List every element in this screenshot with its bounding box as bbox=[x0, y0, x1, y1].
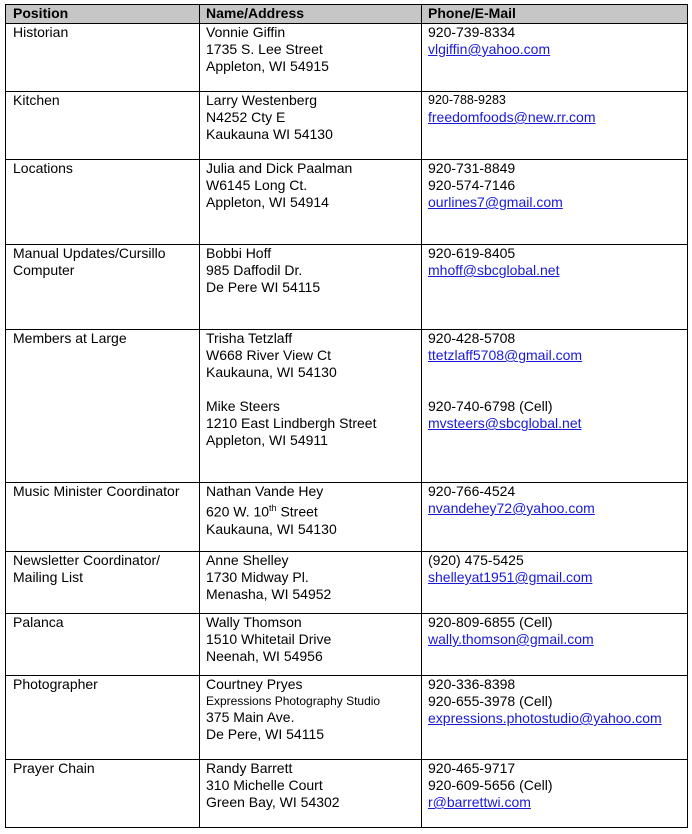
position-cell bbox=[13, 676, 199, 693]
position-cell bbox=[13, 330, 199, 347]
address-line: W668 River View Ct bbox=[206, 347, 332, 363]
name-address-cell bbox=[206, 24, 420, 75]
row-divider bbox=[5, 159, 688, 160]
table-border-right bbox=[687, 4, 688, 828]
phone-email-cell bbox=[428, 760, 686, 811]
address-line: 1735 S. Lee Street bbox=[206, 41, 323, 57]
phone-email-cell bbox=[428, 483, 686, 517]
name-address-cell bbox=[206, 483, 420, 538]
city-line: Appleton, WI 54915 bbox=[206, 58, 329, 74]
phone-number: 920-809-6855 (Cell) bbox=[428, 614, 553, 630]
address-line: 1210 East Lindbergh Street bbox=[206, 415, 377, 431]
contact-name: Julia and Dick Paalman bbox=[206, 160, 353, 176]
email-link[interactable]: mvsteers@sbcglobal.net bbox=[428, 415, 582, 431]
position-cell bbox=[13, 160, 199, 177]
position-label: Music Minister Coordinator bbox=[13, 483, 180, 499]
city-line: Menasha, WI 54952 bbox=[206, 586, 332, 602]
row-divider bbox=[5, 613, 688, 614]
email-link[interactable]: expressions.photostudio@yahoo.com bbox=[428, 710, 662, 726]
business-name: Expressions Photography Studio bbox=[206, 694, 381, 708]
address-line: 1730 Midway Pl. bbox=[206, 569, 309, 585]
position-cell bbox=[13, 614, 199, 631]
phone-email-cell bbox=[428, 676, 686, 727]
city-line: De Pere, WI 54115 bbox=[206, 726, 325, 742]
phone-email-cell bbox=[428, 24, 686, 58]
email-link[interactable]: r@barrettwi.com bbox=[428, 794, 531, 810]
position-cell bbox=[13, 245, 199, 279]
name-address-cell bbox=[206, 552, 420, 603]
phone-number: 920-766-4524 bbox=[428, 483, 516, 499]
contact-name: Bobbi Hoff bbox=[206, 245, 272, 261]
position-label: Newsletter Coordinator/ bbox=[13, 552, 161, 568]
email-link[interactable]: vlgiffin@yahoo.com bbox=[428, 41, 551, 57]
position-label: Prayer Chain bbox=[13, 760, 95, 776]
phone-email-cell bbox=[428, 614, 686, 648]
position-cell bbox=[13, 483, 199, 500]
position-label: Photographer bbox=[13, 676, 98, 692]
email-link[interactable]: mhoff@sbcglobal.net bbox=[428, 262, 560, 278]
city-line: Kaukauna, WI 54130 bbox=[206, 520, 337, 537]
position-label: Kitchen bbox=[13, 92, 60, 108]
email-link[interactable]: ourlines7@gmail.com bbox=[428, 194, 563, 210]
position-cell bbox=[13, 552, 199, 586]
table-border-top bbox=[5, 4, 688, 5]
phone-email-cell bbox=[428, 245, 686, 279]
name-address-cell bbox=[206, 245, 420, 296]
city-line: Kaukauna WI 54130 bbox=[206, 126, 333, 142]
city-line: De Pere WI 54115 bbox=[206, 279, 321, 295]
header-position: Position bbox=[13, 5, 69, 21]
contact-name: Trisha Tetzlaff bbox=[206, 330, 293, 346]
phone-email-cell bbox=[428, 330, 686, 432]
position-cell bbox=[13, 92, 199, 109]
row-divider bbox=[5, 675, 688, 676]
phone-number: 920-788-9283 bbox=[428, 93, 506, 107]
city-line: Neenah, WI 54956 bbox=[206, 648, 323, 664]
contact-name: Wally Thomson bbox=[206, 614, 302, 630]
email-link[interactable]: shelleyat1951@gmail.com bbox=[428, 569, 593, 585]
ordinal-suffix: th bbox=[269, 503, 277, 513]
name-address-cell bbox=[206, 330, 420, 449]
spacer bbox=[428, 364, 686, 381]
email-link[interactable]: wally.thomson@gmail.com bbox=[428, 631, 594, 647]
phone-number: 920-739-8334 bbox=[428, 24, 516, 40]
contact-name: Courtney Pryes bbox=[206, 676, 303, 692]
city-line: Kaukauna, WI 54130 bbox=[206, 364, 337, 380]
address-line: W6145 Long Ct. bbox=[206, 177, 308, 193]
phone-email-cell bbox=[428, 160, 686, 211]
row-divider bbox=[5, 244, 688, 245]
table-border-bottom bbox=[5, 827, 688, 828]
spacer bbox=[206, 381, 420, 398]
name-address-cell bbox=[206, 160, 420, 211]
name-address-cell bbox=[206, 614, 420, 665]
name-address-cell bbox=[206, 760, 420, 811]
address-line: 985 Daffodil Dr. bbox=[206, 262, 303, 278]
phone-number: 920-609-5656 (Cell) bbox=[428, 777, 553, 793]
email-link[interactable]: freedomfoods@new.rr.com bbox=[428, 109, 596, 125]
email-link[interactable]: ttetzlaff5708@gmail.com bbox=[428, 347, 583, 363]
row-divider bbox=[5, 759, 688, 760]
spacer bbox=[428, 381, 686, 398]
address-line: 1510 Whitetail Drive bbox=[206, 631, 332, 647]
phone-number: 920-574-7146 bbox=[428, 177, 516, 193]
position-cell bbox=[13, 24, 199, 41]
phone-email-cell bbox=[428, 92, 686, 126]
city-line: Appleton, WI 54914 bbox=[206, 194, 329, 210]
address-line: 375 Main Ave. bbox=[206, 709, 295, 725]
street-name: Street bbox=[276, 503, 318, 520]
street-number: 620 W. 10 bbox=[206, 503, 270, 520]
position-label: Mailing List bbox=[13, 569, 84, 585]
header-name-address: Name/Address bbox=[206, 5, 305, 21]
column-divider bbox=[421, 4, 422, 828]
phone-number: 920-428-5708 bbox=[428, 330, 516, 346]
phone-number: (920) 475-5425 bbox=[428, 552, 524, 568]
phone-number: 920-336-8398 bbox=[428, 676, 516, 692]
column-divider bbox=[199, 4, 200, 828]
header-row bbox=[5, 4, 688, 23]
row-divider bbox=[5, 551, 688, 552]
name-address-cell bbox=[206, 92, 420, 143]
address-line: N4252 Cty E bbox=[206, 109, 286, 125]
contact-name: Nathan Vande Hey bbox=[206, 483, 324, 499]
contact-name: Larry Westenberg bbox=[206, 92, 318, 108]
position-label: Computer bbox=[13, 262, 75, 278]
row-divider bbox=[5, 23, 688, 24]
contact-name: Randy Barrett bbox=[206, 760, 293, 776]
city-line: Green Bay, WI 54302 bbox=[206, 794, 340, 810]
position-label: Historian bbox=[13, 24, 69, 40]
position-cell bbox=[13, 760, 199, 777]
contact-name: Mike Steers bbox=[206, 398, 280, 414]
phone-number: 920-465-9717 bbox=[428, 760, 516, 776]
address-line: 310 Michelle Court bbox=[206, 777, 323, 793]
row-divider bbox=[5, 482, 688, 483]
position-label: Members at Large bbox=[13, 330, 127, 346]
row-divider bbox=[5, 329, 688, 330]
position-label: Manual Updates/Cursillo bbox=[13, 245, 166, 261]
address-line bbox=[206, 500, 420, 521]
row-divider bbox=[5, 91, 688, 92]
phone-number: 920-655-3978 (Cell) bbox=[428, 693, 553, 709]
phone-number: 920-619-8405 bbox=[428, 245, 516, 261]
table-border-left bbox=[5, 4, 6, 828]
contact-name: Anne Shelley bbox=[206, 552, 289, 568]
position-label: Palanca bbox=[13, 614, 64, 630]
phone-email-cell bbox=[428, 552, 686, 586]
email-link[interactable]: nvandehey72@yahoo.com bbox=[428, 500, 595, 516]
contact-name: Vonnie Giffin bbox=[206, 24, 286, 40]
name-address-cell bbox=[206, 676, 420, 743]
city-line: Appleton, WI 54911 bbox=[206, 432, 328, 448]
position-label: Locations bbox=[13, 160, 73, 176]
header-phone-email: Phone/E-Mail bbox=[428, 5, 516, 21]
phone-number: 920-731-8849 bbox=[428, 160, 516, 176]
phone-number: 920-740-6798 (Cell) bbox=[428, 398, 553, 414]
